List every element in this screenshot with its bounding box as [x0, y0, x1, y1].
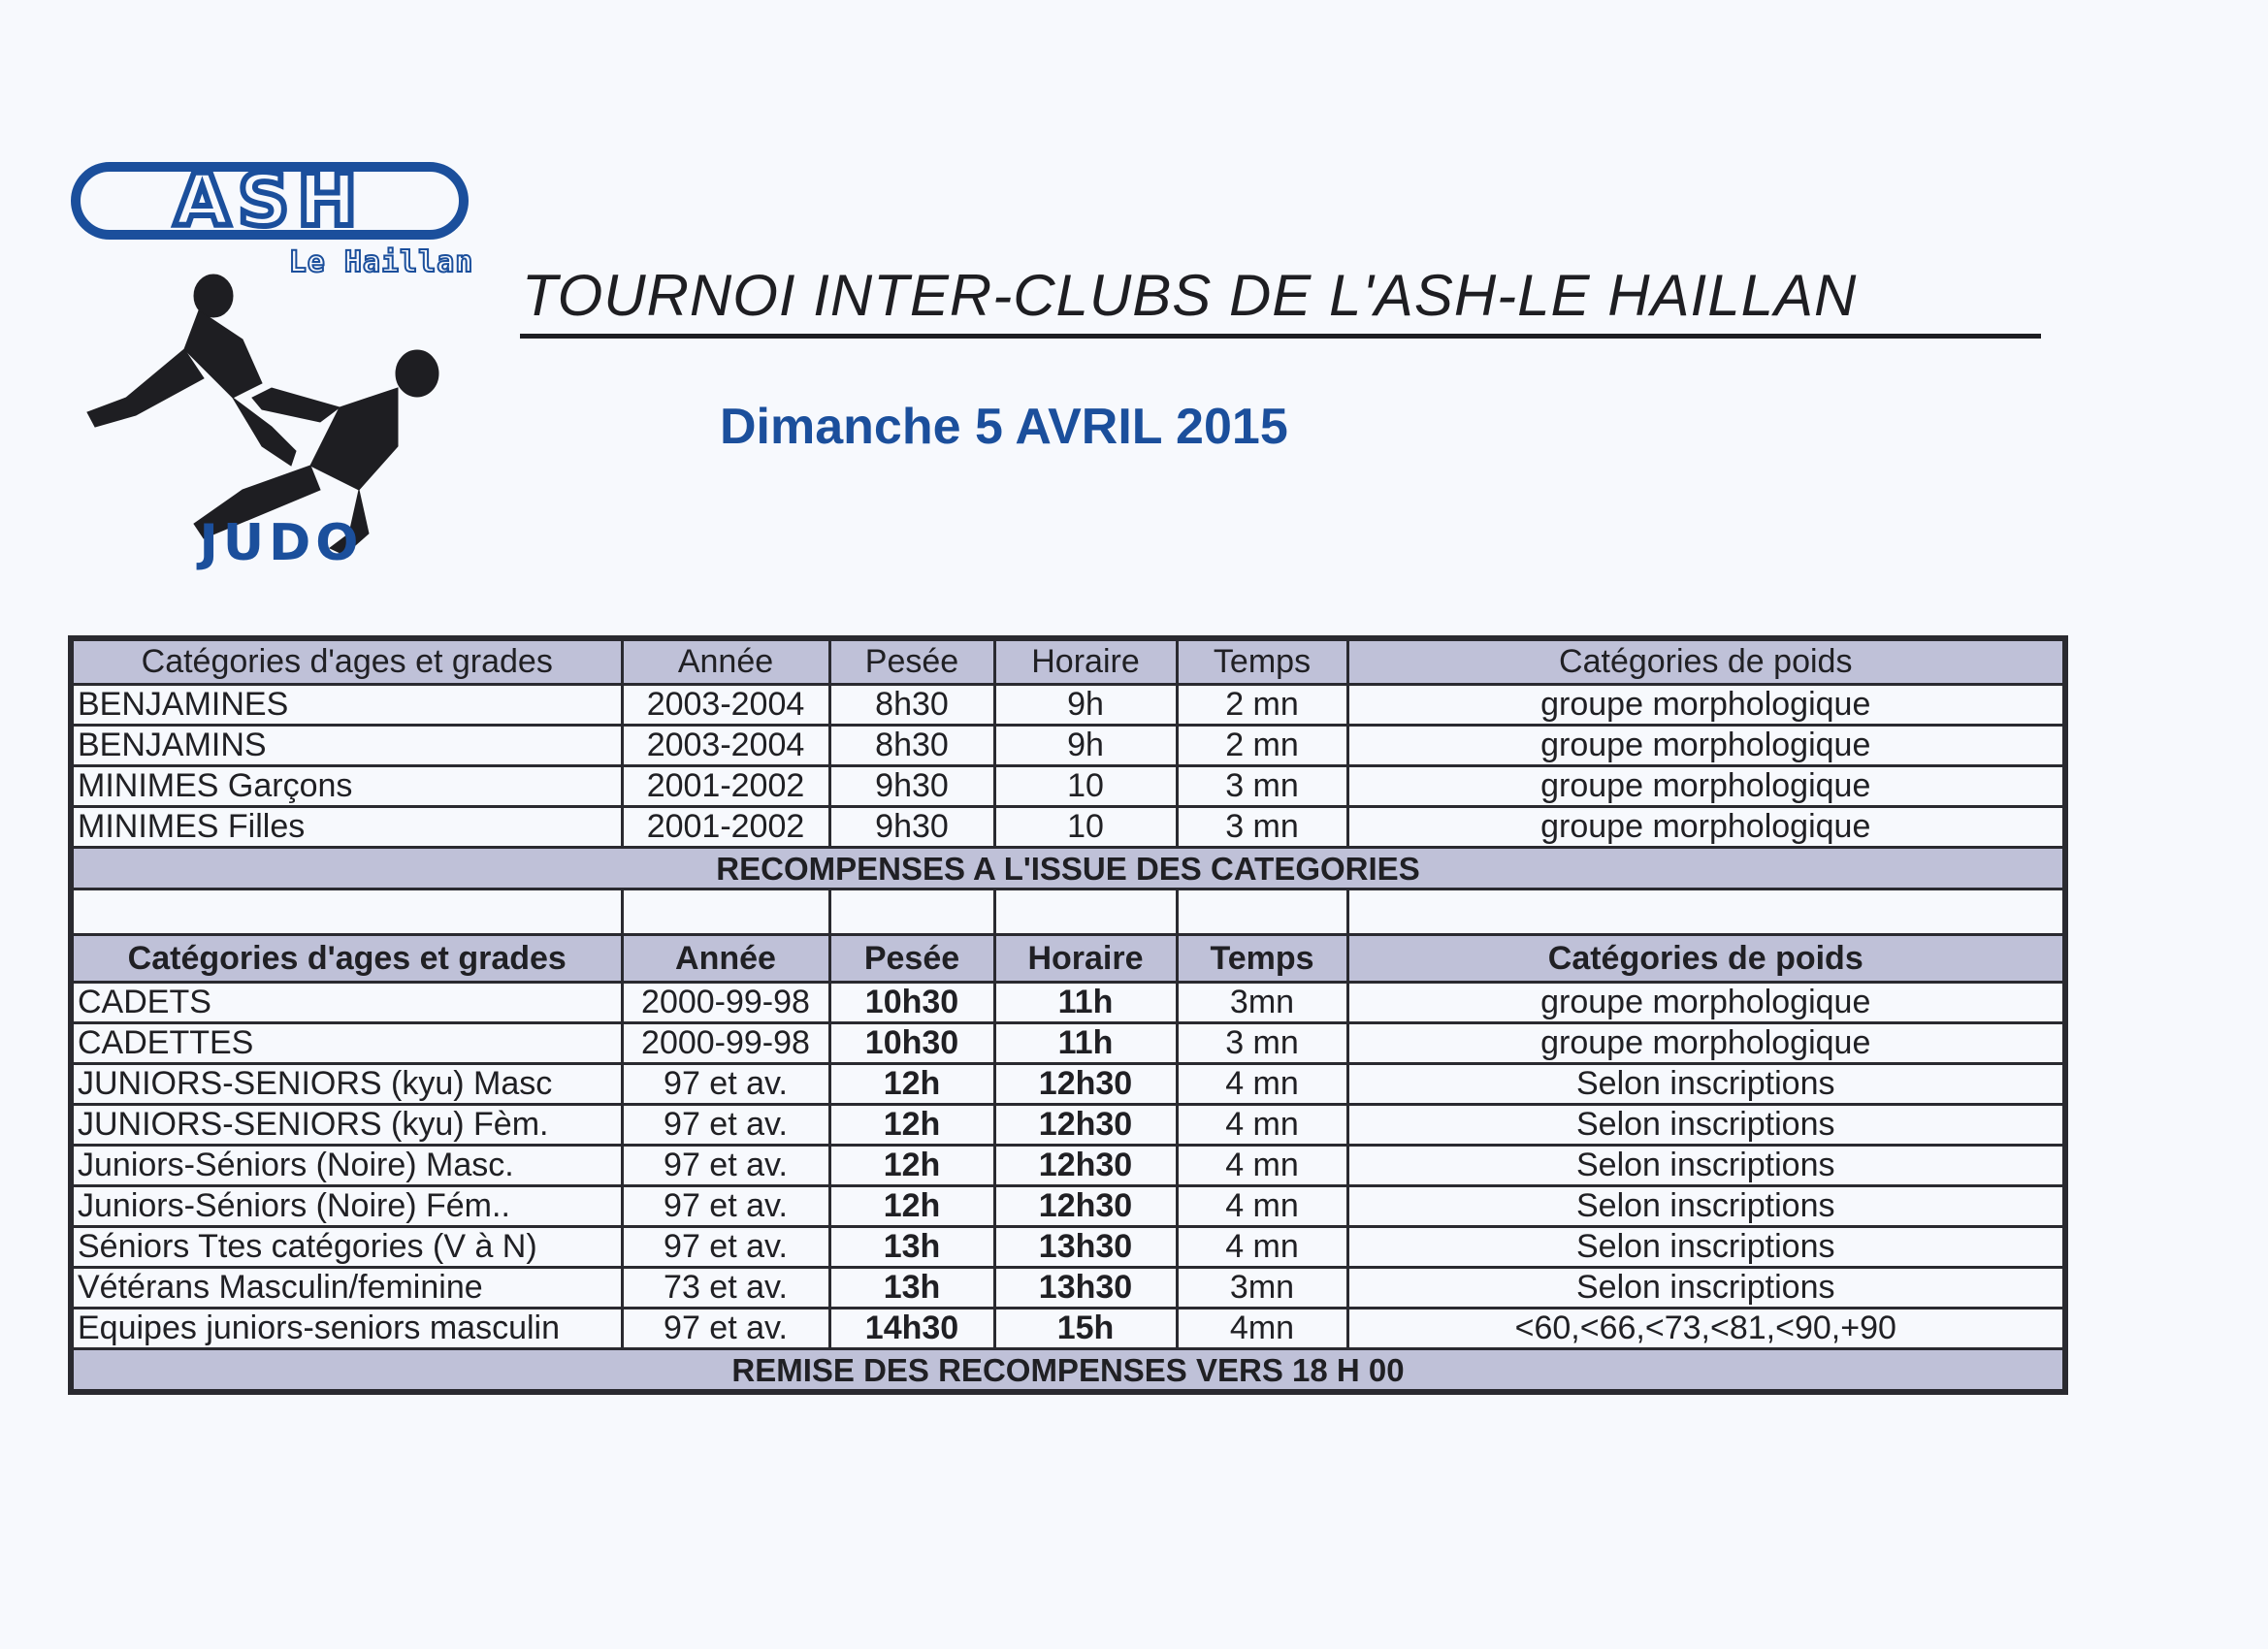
header-cell: Année	[622, 638, 829, 685]
table-row	[71, 1023, 2065, 1064]
header-cell: Année	[622, 935, 829, 983]
schedule-cell: 10	[994, 766, 1177, 807]
year-cell: 2001-2002	[622, 766, 829, 807]
weight-cell: groupe morphologique	[1347, 685, 2065, 726]
duration-cell: 2 mn	[1177, 685, 1347, 726]
header-cell: Pesée	[829, 935, 994, 983]
duration-cell: 4 mn	[1177, 1146, 1347, 1186]
logo-subtitle: Le Haillan	[288, 245, 474, 279]
weigh-in-cell: 10h30	[829, 983, 994, 1023]
duration-cell: 2 mn	[1177, 726, 1347, 766]
blank-cell	[71, 889, 622, 935]
header-cell: Temps	[1177, 935, 1347, 983]
ceremony-band-row	[71, 1349, 2065, 1393]
table-row	[71, 1064, 2065, 1105]
logo-sport: JUDO	[199, 514, 364, 572]
category-cell: JUNIORS-SENIORS (kyu) Fèm.	[71, 1105, 622, 1146]
weigh-in-cell: 12h	[829, 1105, 994, 1146]
schedule-cell: 12h30	[994, 1105, 1177, 1146]
schedule-cell: 13h30	[994, 1268, 1177, 1309]
weigh-in-cell: 10h30	[829, 1023, 994, 1064]
weight-cell: Selon inscriptions	[1347, 1268, 2065, 1309]
schedule-cell: 11h	[994, 983, 1177, 1023]
awards-band: RECOMPENSES A L'ISSUE DES CATEGORIES	[71, 848, 2065, 889]
header-cell: Horaire	[994, 935, 1177, 983]
duration-cell: 4 mn	[1177, 1064, 1347, 1105]
duration-cell: 3 mn	[1177, 766, 1347, 807]
category-cell: CADETS	[71, 983, 622, 1023]
duration-cell: 4 mn	[1177, 1105, 1347, 1146]
weight-cell: groupe morphologique	[1347, 807, 2065, 848]
year-cell: 97 et av.	[622, 1227, 829, 1268]
category-cell: Vétérans Masculin/feminine	[71, 1268, 622, 1309]
schedule-cell: 12h30	[994, 1146, 1177, 1186]
awards-band-row	[71, 848, 2065, 889]
weight-cell: Selon inscriptions	[1347, 1064, 2065, 1105]
table-row	[71, 685, 2065, 726]
year-cell: 97 et av.	[622, 1309, 829, 1349]
weigh-in-cell: 12h	[829, 1064, 994, 1105]
year-cell: 97 et av.	[622, 1105, 829, 1146]
category-cell: CADETTES	[71, 1023, 622, 1064]
schedule-cell: 10	[994, 807, 1177, 848]
blank-cell	[994, 889, 1177, 935]
duration-cell: 3 mn	[1177, 1023, 1347, 1064]
weigh-in-cell: 13h	[829, 1268, 994, 1309]
category-cell: Juniors-Séniors (Noire) Fém..	[71, 1186, 622, 1227]
category-cell: Juniors-Séniors (Noire) Masc.	[71, 1146, 622, 1186]
year-cell: 2003-2004	[622, 685, 829, 726]
table-row	[71, 1309, 2065, 1349]
header-cell: Horaire	[994, 638, 1177, 685]
year-cell: 2000-99-98	[622, 1023, 829, 1064]
year-cell: 97 et av.	[622, 1186, 829, 1227]
weight-cell: groupe morphologique	[1347, 983, 2065, 1023]
blank-row	[71, 889, 2065, 935]
header-cell: Catégories de poids	[1347, 638, 2065, 685]
page-title: TOURNOI INTER-CLUBS DE L'ASH-LE HAILLAN	[522, 263, 1858, 328]
schedule-cell: 13h30	[994, 1227, 1177, 1268]
table-row	[71, 1146, 2065, 1186]
schedule-cell: 15h	[994, 1309, 1177, 1349]
table-row	[71, 766, 2065, 807]
schedule-cell: 9h	[994, 685, 1177, 726]
header-cell: Pesée	[829, 638, 994, 685]
weigh-in-cell: 8h30	[829, 685, 994, 726]
category-cell: Equipes juniors-seniors masculin	[71, 1309, 622, 1349]
weight-cell: groupe morphologique	[1347, 726, 2065, 766]
schedule-cell: 11h	[994, 1023, 1177, 1064]
weigh-in-cell: 12h	[829, 1186, 994, 1227]
weigh-in-cell: 9h30	[829, 807, 994, 848]
year-cell: 2001-2002	[622, 807, 829, 848]
year-cell: 2003-2004	[622, 726, 829, 766]
header-cell: Catégories de poids	[1347, 935, 2065, 983]
duration-cell: 3mn	[1177, 1268, 1347, 1309]
title-underline	[520, 334, 2041, 339]
weight-cell: Selon inscriptions	[1347, 1227, 2065, 1268]
blank-cell	[1177, 889, 1347, 935]
duration-cell: 4mn	[1177, 1309, 1347, 1349]
weight-cell: <60,<66,<73,<81,<90,+90	[1347, 1309, 2065, 1349]
logo-brand-text: ASH	[174, 159, 366, 242]
table-row	[71, 1227, 2065, 1268]
weight-cell: Selon inscriptions	[1347, 1186, 2065, 1227]
year-cell: 97 et av.	[622, 1064, 829, 1105]
weigh-in-cell: 8h30	[829, 726, 994, 766]
club-logo	[68, 155, 485, 582]
year-cell: 2000-99-98	[622, 983, 829, 1023]
category-cell: MINIMES Garçons	[71, 766, 622, 807]
weight-cell: groupe morphologique	[1347, 766, 2065, 807]
schedule-table	[68, 635, 2068, 1395]
duration-cell: 4 mn	[1177, 1186, 1347, 1227]
category-cell: Séniors Ttes catégories (V à N)	[71, 1227, 622, 1268]
duration-cell: 4 mn	[1177, 1227, 1347, 1268]
table-row	[71, 807, 2065, 848]
weight-cell: Selon inscriptions	[1347, 1146, 2065, 1186]
blank-cell	[829, 889, 994, 935]
weigh-in-cell: 13h	[829, 1227, 994, 1268]
schedule-cell: 12h30	[994, 1064, 1177, 1105]
duration-cell: 3 mn	[1177, 807, 1347, 848]
table-row	[71, 726, 2065, 766]
weight-cell: groupe morphologique	[1347, 1023, 2065, 1064]
weigh-in-cell: 12h	[829, 1146, 994, 1186]
category-cell: JUNIORS-SENIORS (kyu) Masc	[71, 1064, 622, 1105]
year-cell: 97 et av.	[622, 1146, 829, 1186]
schedule-cell: 12h30	[994, 1186, 1177, 1227]
table-row	[71, 1268, 2065, 1309]
duration-cell: 3mn	[1177, 983, 1347, 1023]
weigh-in-cell: 9h30	[829, 766, 994, 807]
table-row	[71, 1105, 2065, 1146]
blank-cell	[622, 889, 829, 935]
category-cell: MINIMES Filles	[71, 807, 622, 848]
event-date: Dimanche 5 AVRIL 2015	[720, 399, 1288, 455]
weight-cell: Selon inscriptions	[1347, 1105, 2065, 1146]
table-header-row	[71, 638, 2065, 685]
ceremony-band: REMISE DES RECOMPENSES VERS 18 H 00	[71, 1349, 2065, 1393]
table-row	[71, 1186, 2065, 1227]
header-cell: Catégories d'ages et grades	[71, 638, 622, 685]
weigh-in-cell: 14h30	[829, 1309, 994, 1349]
header-cell: Catégories d'ages et grades	[71, 935, 622, 983]
blank-cell	[1347, 889, 2065, 935]
table-row	[71, 983, 2065, 1023]
year-cell: 73 et av.	[622, 1268, 829, 1309]
category-cell: BENJAMINS	[71, 726, 622, 766]
schedule-cell: 9h	[994, 726, 1177, 766]
header-cell: Temps	[1177, 638, 1347, 685]
category-cell: BENJAMINES	[71, 685, 622, 726]
table-header-row-2	[71, 935, 2065, 983]
